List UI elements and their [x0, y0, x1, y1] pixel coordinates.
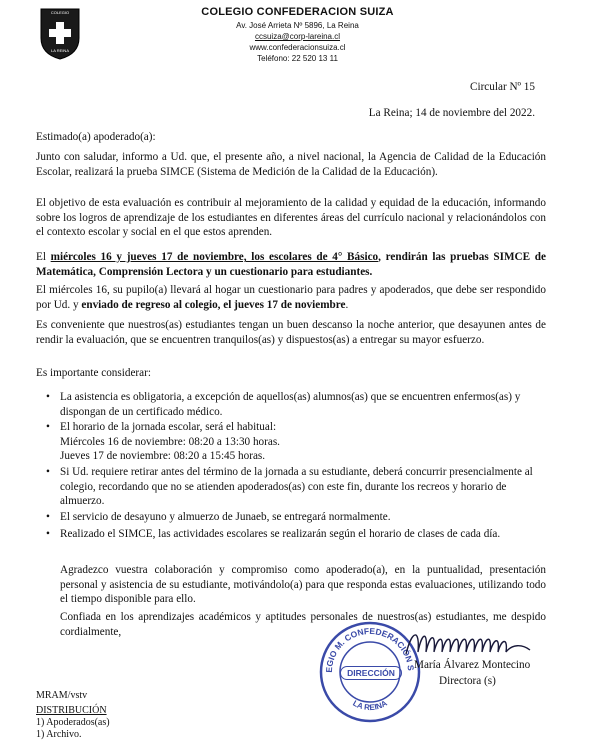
bullet-pickup-text: Si Ud. requiere retirar antes del término de la jornada a su estudiante, deberá concurrir presencialmente al colegio, recordando que no se atienden apoderados(as) con este fin, durante los recreos y horario de almuerzo. — [60, 466, 533, 508]
bullet-dot-icon: • — [46, 528, 50, 540]
bullet-attendance — [46, 390, 546, 419]
school-name: COLEGIO CONFEDERACION SUIZA — [201, 6, 394, 18]
questionnaire-text: El miércoles 16, su pupilo(a) llevará al hogar un cuestionario para padres y apoderados, que debe ser respondido por Ud. y — [36, 284, 546, 311]
footer-item-archive: 1) Archivo. — [36, 729, 82, 740]
dates-prefix: El — [36, 251, 51, 263]
schedule-heading: El horario de la jornada escolar, será el habitual: — [60, 421, 277, 433]
school-email[interactable]: ccsuiza@corp-lareina.cl — [254, 32, 341, 41]
bullet-after-simce — [46, 527, 546, 542]
bullet-dot-icon: • — [46, 511, 50, 523]
paragraph-consider: Es importante considerar: — [36, 367, 151, 379]
bullet-meals — [46, 510, 546, 525]
questionnaire-end: . — [345, 298, 349, 311]
paragraph-questionnaire — [36, 283, 546, 312]
stamp-ring-top: EGIO M. CONFEDERACIÓN S — [323, 625, 417, 673]
school-address: Av. José Arrieta Nº 5896, La Reina — [236, 21, 359, 30]
footer-initials: MRAM/vstv — [36, 690, 88, 701]
bullet-schedule — [46, 420, 546, 464]
signer-name: María Álvarez Montecino — [414, 659, 531, 671]
schedule-thursday: Jueves 17 de noviembre: 08:20 a 15:45 horas. — [60, 450, 266, 463]
bullet-dot-icon: • — [46, 391, 50, 403]
bullet-meals-text: El servicio de desayuno y almuerzo de Junaeb, se entregará normalmente. — [60, 511, 391, 523]
date-line: La Reina; 14 de noviembre del 2022. — [368, 107, 535, 119]
school-website: www.confederacionsuiza.cl — [249, 43, 346, 52]
logo-text-bottom: LA REINA — [50, 48, 69, 53]
stamp-center: DIRECCIÓN — [340, 666, 402, 680]
paragraph-objective: El objetivo de esta evaluación es contribuir al mejoramiento de la calidad y equidad de la educación, informando sobre los logros de aprendizaje de los estudiantes en diferentes áreas del currículo nacional y relacionándolos con el contexto escolar y social en el que estos aprenden. — [36, 197, 546, 239]
bullet-pickup — [46, 465, 546, 509]
dates-suffix: , rendirán las pruebas SIMCE de Matemática, Comprensión Lectora y un cuestionario para estudiantes. — [36, 251, 546, 278]
questionnaire-return: enviado de regreso al colegio, el jueves 17 de noviembre — [81, 298, 346, 311]
closing-farewell: Confiada en los aprendizajes académicos y aptitudes personales de nuestros(as) estudiantes, me despido cordialmente, — [60, 611, 546, 638]
salutation: Estimado(a) apoderado(a): — [36, 131, 156, 143]
footer-item-parents: 1) Apoderados(as) — [36, 717, 110, 728]
logo-text-top: COLEGIO — [50, 10, 70, 15]
closing-thanks: Agradezco vuestra colaboración y compromiso como apoderado(a), en la puntualidad, presentación personal y asistencia de su estudiante, motivándolo(a) para que responda estas evaluaciones, utilizando todo el tiempo disponible para ello. — [60, 564, 546, 606]
paragraph-dates — [36, 250, 546, 279]
bullet-dot-icon: • — [46, 466, 50, 478]
bullet-attendance-text: La asistencia es obligatoria, a excepción de aquellos(as) alumnos(as) que se encuentren enfermos(as) y dispongan de un certificado médico. — [60, 391, 521, 418]
stamp-ring-bottom: LA REINA — [351, 698, 389, 713]
bullet-after-simce-text: Realizado el SIMCE, las actividades escolares se realizarán según el horario de clases de cada día. — [60, 528, 501, 540]
schedule-wednesday: Miércoles 16 de noviembre: 08:20 a 13:30 horas. — [60, 435, 280, 448]
handwritten-signature — [398, 622, 548, 662]
footer-distribution-title: DISTRIBUCIÓN — [36, 705, 107, 716]
dates-highlight: miércoles 16 y jueves 17 de noviembre, los escolares de 4° Básico — [50, 251, 379, 263]
bullet-dot-icon: • — [46, 421, 50, 433]
svg-text:LA REINA — [351, 699, 389, 713]
paragraph-intro: Junto con saludar, informo a Ud. que, el presente año, a nivel nacional, la Agencia de Calidad de la Educación Escolar, realizará la prueba SIMCE (Sistema de Medición de la Calidad de la Educación). — [36, 151, 546, 178]
paragraph-rest: Es conveniente que nuestros(as) estudiantes tengan un buen descanso la noche anterior, que desayunen antes de rendir la evaluación, que se encuentren tranquilos(as) y dispuestos(as) a entregar su mayor esfuerzo. — [36, 319, 546, 346]
signer-title: Directora (s) — [439, 675, 496, 687]
school-phone: Teléfono: 22 520 13 11 — [257, 54, 338, 63]
circular-number: Circular Nº 15 — [470, 81, 535, 93]
